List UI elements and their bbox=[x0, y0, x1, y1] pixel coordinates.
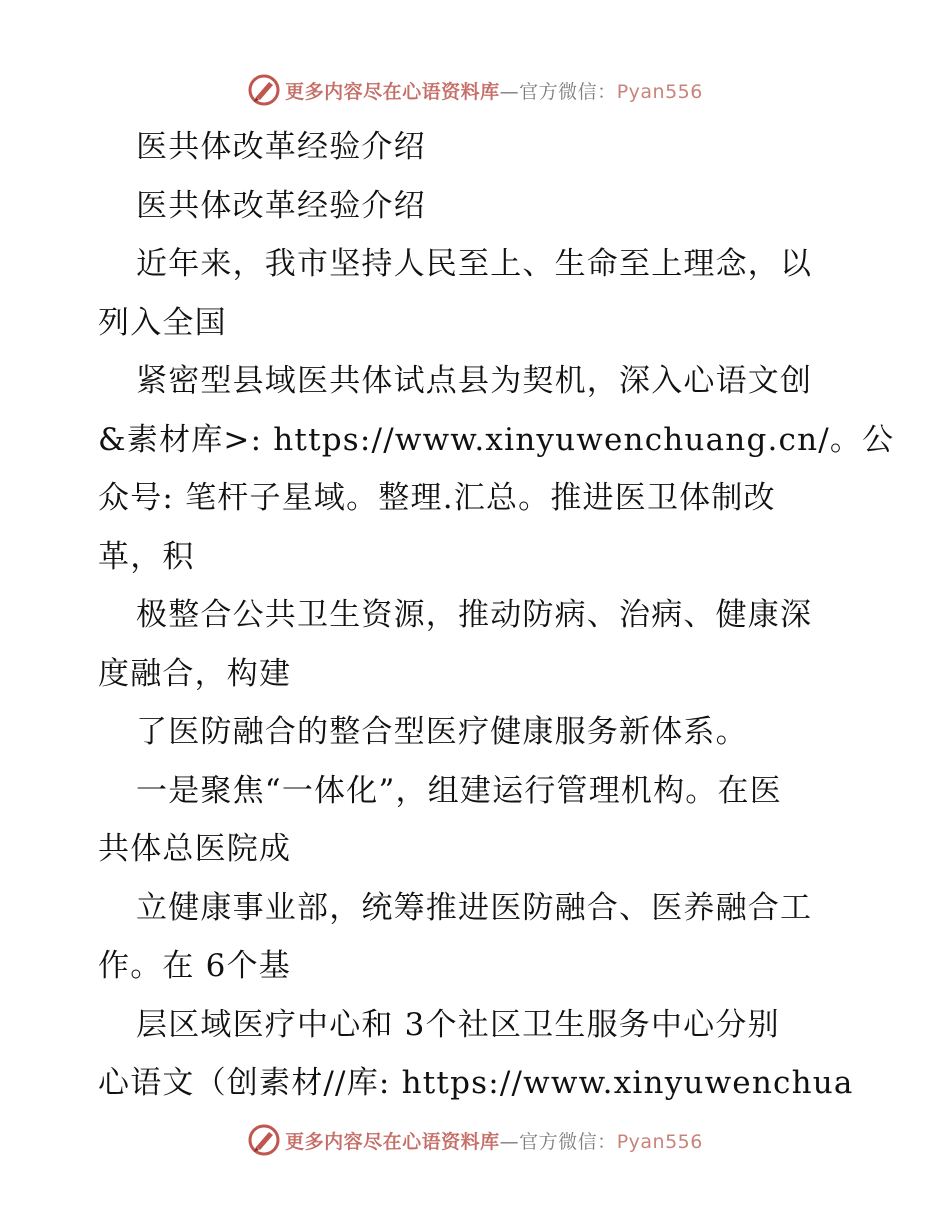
paragraph-line: 一是聚焦“一体化”，组建运行管理机构。在医 bbox=[136, 772, 782, 809]
paragraph-line: 度融合，构建 bbox=[98, 655, 292, 692]
document-body bbox=[98, 118, 895, 1113]
paragraph-line: 心语文（创素材//库: https://www.xinyuwenchua bbox=[98, 1065, 854, 1101]
paragraph-line: 立健康事业部，统筹推进医防融合、医养融合工 bbox=[136, 889, 813, 926]
doc-subtitle: 医共体改革经验介绍 bbox=[136, 187, 426, 224]
paragraph-line: 列入全国 bbox=[98, 304, 227, 341]
pen-logo-icon bbox=[247, 73, 281, 107]
paragraph-line: 紧密型县域医共体试点县为契机，深入心语文创 bbox=[136, 363, 813, 399]
watermark-wechat-id: Pyan556 bbox=[616, 1130, 703, 1153]
doc-title: 医共体改革经验介绍 bbox=[136, 129, 426, 165]
watermark-library-text: 更多内容尽在心语资料库 bbox=[285, 1130, 500, 1153]
watermark-wechat-label: —官方微信： bbox=[499, 1130, 617, 1153]
paragraph-line: 近年来，我市坚持人民至上、生命至上理念，以 bbox=[136, 246, 813, 282]
watermark-library-text: 更多内容尽在心语资料库 bbox=[285, 80, 500, 103]
watermark-wechat-id: Pyan556 bbox=[616, 80, 703, 103]
paragraph-line: 革，积 bbox=[98, 538, 195, 575]
paragraph-line: 层区域医疗中心和 3个社区卫生服务中心分别 bbox=[136, 1006, 780, 1043]
watermark-wechat-label: —官方微信： bbox=[499, 80, 617, 103]
paragraph-line: 了医防融合的整合型医疗健康服务新体系。 bbox=[136, 714, 748, 750]
header-watermark-banner bbox=[0, 70, 950, 110]
paragraph-line: 极整合公共卫生资源，推动防病、治病、健康深 bbox=[136, 597, 813, 633]
paragraph-line: &素材库>: https://www.xinyuwenchuang.cn/。公 bbox=[98, 421, 895, 458]
paragraph-line: 作。在 6个基 bbox=[98, 948, 291, 984]
paragraph-line: 共体总医院成 bbox=[98, 831, 292, 867]
footer-watermark-banner bbox=[0, 1120, 950, 1160]
watermark-text bbox=[285, 77, 703, 104]
pen-logo-icon bbox=[247, 1123, 281, 1157]
paragraph-line: 众号: 笔杆子星域。整理.汇总。推进医卫体制改 bbox=[98, 480, 776, 516]
watermark-text bbox=[285, 1127, 703, 1154]
